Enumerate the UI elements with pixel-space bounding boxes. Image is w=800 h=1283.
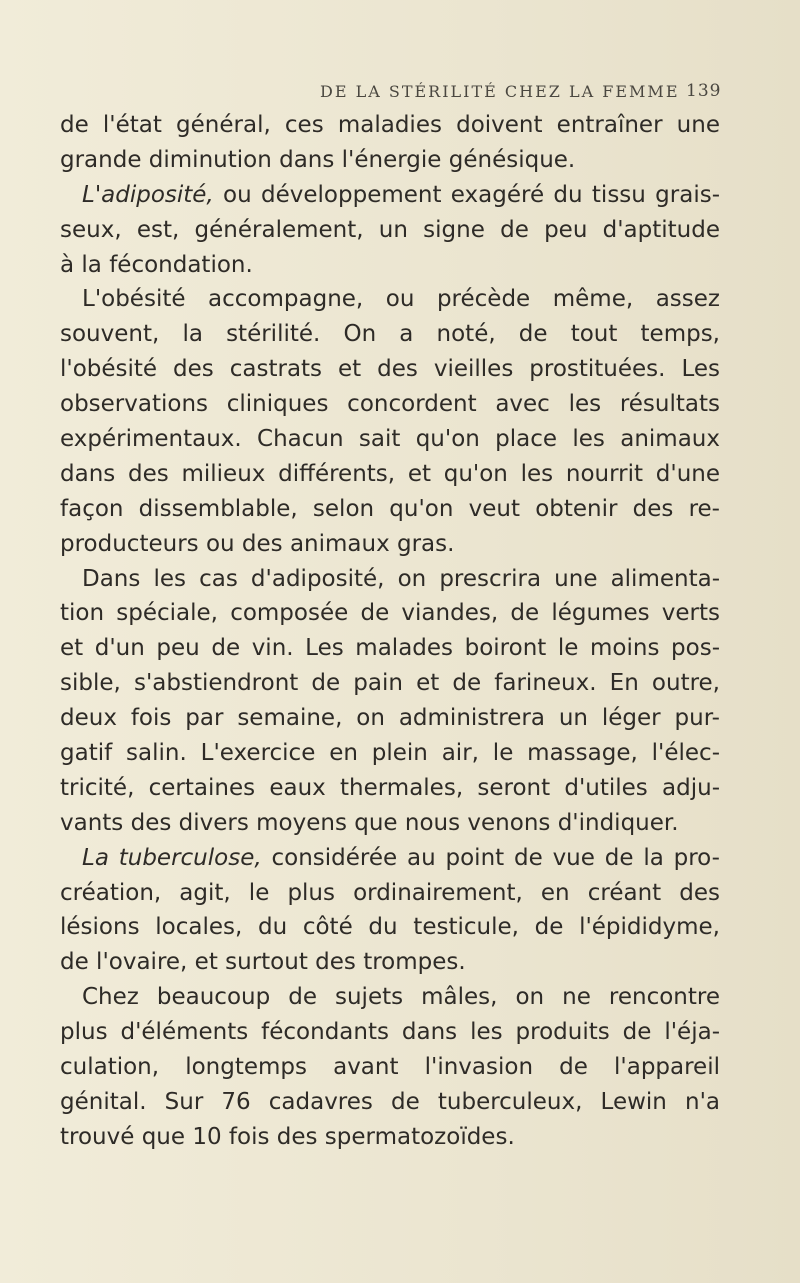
text-line: et d'un peu de vin. Les malades boiront le moins pos- [60, 635, 720, 662]
text-line: trouvé que 10 fois des spermatozoïdes. [60, 1123, 515, 1150]
text-line: façon dissemblable, selon qu'on veut obtenir des re- [60, 495, 720, 522]
text-line: Chez beaucoup de sujets mâles, on ne rencontre [82, 984, 720, 1011]
text-line: L'obésité accompagne, ou précède même, assez [82, 286, 720, 313]
italic-term: L'adiposité, [82, 181, 214, 208]
text-line: de l'ovaire, et surtout des trompes. [60, 949, 466, 976]
text-line: expérimentaux. Chacun sait qu'on place les animaux [60, 426, 720, 453]
text-line: tricité, certaines eaux thermales, seront d'utiles adju- [60, 774, 720, 801]
text-line: culation, longtemps avant l'invasion de l'appareil [60, 1054, 720, 1081]
text-line: génital. Sur 76 cadavres de tuberculeux, Lewin n'a [60, 1088, 720, 1115]
text-line: souvent, la stérilité. On a noté, de tout temps, [60, 321, 720, 348]
text-line: seux, est, généralement, un signe de peu d'aptitude [60, 216, 720, 243]
text-line: gatif salin. L'exercice en plein air, le massage, l'élec- [60, 740, 720, 767]
text-line: lésions locales, du côté du testicule, de l'épididyme, [60, 914, 720, 941]
text-line: grande diminution dans l'énergie génésique. [60, 146, 576, 173]
text-line: l'obésité des castrats et des vieilles prostituées. Les [60, 356, 720, 383]
text-line: création, agit, le plus ordinairement, en créant des [60, 879, 720, 906]
text-line: tion spéciale, composée de viandes, de légumes verts [60, 600, 720, 627]
text-line: producteurs ou des animaux gras. [60, 530, 455, 557]
text-line: Dans les cas d'adiposité, on prescrira une alimenta- [82, 565, 720, 592]
text-line: observations cliniques concordent avec les résultats [60, 391, 720, 418]
text-line: La tuberculose, considérée au point de vue de la pro- [82, 844, 720, 871]
italic-term: La tuberculose, [82, 844, 262, 871]
text-line: L'adiposité, ou développement exagéré du tissu grais- [82, 181, 720, 208]
text-line: deux fois par semaine, on administrera un léger pur- [60, 705, 720, 732]
body-text [60, 108, 720, 1155]
running-head-title: DE LA STÉRILITÉ CHEZ LA FEMME [320, 82, 680, 101]
text-line: sible, s'abstiendront de pain et de farineux. En outre, [60, 670, 720, 697]
text-line: vants des divers moyens que nous venons d'indiquer. [60, 809, 679, 836]
text-line: de l'état général, ces maladies doivent entraîner une [60, 112, 720, 138]
text-line: dans des milieux différents, et qu'on les nourrit d'une [60, 460, 720, 487]
page-number: 139 [686, 81, 722, 101]
text-line: à la fécondation. [60, 251, 253, 278]
text-line: plus d'éléments fécondants dans les produits de l'éja- [60, 1019, 720, 1046]
